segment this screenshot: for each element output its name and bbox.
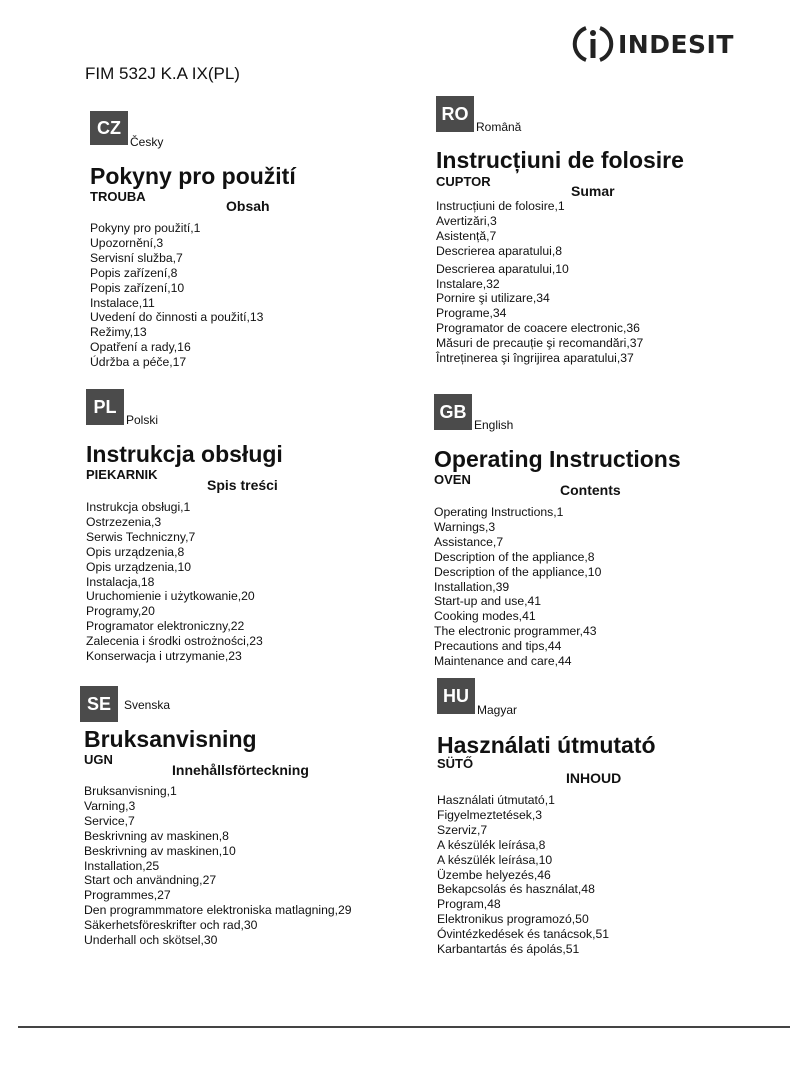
language-badge: HU: [437, 678, 475, 714]
list-item: Description of the appliance,8: [434, 549, 595, 564]
list-item: Instrucțiuni de folosire,1: [436, 199, 565, 213]
list-item: Varning,3: [84, 798, 136, 813]
list-item: Upozornění,3: [90, 235, 164, 250]
bottom-divider: [18, 1026, 790, 1028]
list-item: Instrukcja obsługi,1: [86, 500, 191, 514]
list-item: Popis zařízení,8: [90, 265, 178, 280]
section-title: Operating Instructions: [434, 446, 681, 472]
language-name: Česky: [130, 135, 164, 149]
language-name: Polski: [126, 413, 159, 427]
list-item: Bekapcsolás és használat,48: [437, 882, 595, 897]
language-name: Magyar: [477, 703, 518, 717]
list-item: Opis urządzenia,8: [86, 544, 185, 559]
list-item: Üzembe helyezés,46: [437, 867, 551, 882]
list-item: Instalace,11: [90, 295, 155, 310]
list-item: Installation,39: [434, 579, 510, 594]
toc-list: [437, 793, 609, 957]
list-item: Servisní služba,7: [90, 250, 183, 265]
list-item: Szerviz,7: [437, 822, 488, 837]
list-item: Programmes,27: [84, 888, 171, 903]
toc-label: Spis treści: [207, 477, 278, 493]
list-item: Precautions and tips,44: [434, 639, 562, 654]
list-item: Karbantartás és ápolás,51: [437, 942, 580, 957]
list-item: Start-up and use,41: [434, 594, 542, 609]
toc-label: INHOUD: [566, 770, 622, 786]
list-item: A készülék leírása,10: [437, 852, 553, 867]
language-badge: SE: [80, 686, 118, 722]
section-title: Instrucțiuni de folosire: [436, 147, 684, 173]
list-item: Maintenance and care,44: [434, 654, 572, 669]
list-item: A készülék leírása,8: [437, 837, 546, 852]
section-cz: [90, 111, 410, 371]
toc-list: [436, 199, 643, 366]
section-title: Használati útmutató: [437, 732, 656, 758]
list-item: Uruchomienie i użytkowanie,20: [86, 589, 255, 604]
language-badge: CZ: [90, 111, 128, 145]
list-item: Start och användning,27: [84, 873, 217, 888]
list-item: Assistance,7: [434, 534, 504, 549]
list-item: Întreținerea şi îngrijirea aparatului,37: [436, 351, 634, 366]
list-item: Instalacja,18: [86, 574, 155, 589]
list-item: Údržba a péče,17: [90, 355, 187, 370]
list-item: Režimy,13: [90, 325, 147, 340]
list-item: Underhall och skötsel,30: [84, 933, 218, 948]
list-item: Avertizări,3: [436, 213, 497, 228]
section-ro: [436, 96, 776, 371]
list-item: Használati útmutató,1: [437, 793, 555, 807]
toc-label: Obsah: [226, 198, 270, 214]
language-name: Română: [476, 120, 522, 134]
list-item: Programy,20: [86, 604, 155, 619]
toc-list: [434, 505, 601, 669]
list-item: Figyelmeztetések,3: [437, 807, 542, 822]
list-item: Serwis Techniczny,7: [86, 529, 196, 544]
section-title: Bruksanvisning: [84, 726, 257, 752]
list-item: Den programmmatore elektroniska matlagning,29: [84, 903, 352, 918]
toc-list: [84, 784, 352, 948]
list-item: Service,7: [84, 813, 135, 828]
list-item: Program,48: [437, 897, 501, 912]
section-se: [80, 686, 400, 956]
list-item: The electronic programmer,43: [434, 624, 597, 639]
list-item: Programator de coacere electronic,36: [436, 321, 640, 336]
list-item: Description of the appliance,10: [434, 564, 602, 579]
list-item: Programe,34: [436, 306, 507, 321]
list-item: Descrierea aparatului,8: [436, 243, 563, 258]
section-subtitle: OVEN: [434, 472, 471, 487]
brand-name: INDESIT: [618, 29, 734, 59]
list-item: Konserwacja i utrzymanie,23: [86, 649, 242, 664]
list-item: Ostrzezenia,3: [86, 514, 162, 529]
section-title: Instrukcja obsługi: [86, 441, 283, 467]
toc-list: [86, 500, 263, 664]
list-item: Pornire şi utilizare,34: [436, 291, 550, 306]
language-badge: GB: [434, 394, 472, 430]
indesit-logo-icon: [572, 24, 614, 64]
list-item: Beskrivning av maskinen,10: [84, 843, 236, 858]
language-badge: RO: [436, 96, 474, 132]
list-item: Opis urządzenia,10: [86, 559, 192, 574]
section-subtitle: PIEKARNIK: [86, 467, 158, 482]
toc-label: Sumar: [571, 183, 615, 199]
list-item: Popis zařízení,10: [90, 280, 185, 295]
list-item: Asistență,7: [436, 228, 497, 243]
toc-list: [90, 221, 263, 370]
section-pl: [86, 389, 406, 669]
list-item: Măsuri de precauție şi recomandări,37: [436, 336, 644, 351]
list-item: Warnings,3: [434, 519, 496, 534]
list-item: Descrierea aparatului,10: [436, 261, 569, 276]
list-item: Säkerhetsföreskrifter och rad,30: [84, 918, 258, 933]
section-subtitle: CUPTOR: [436, 174, 491, 189]
toc-label: Contents: [560, 482, 621, 498]
list-item: Beskrivning av maskinen,8: [84, 828, 229, 843]
list-item: Installation,25: [84, 858, 160, 873]
model-number: FIM 532J K.A IX(PL): [85, 64, 240, 83]
brand-logo: [572, 24, 734, 64]
section-subtitle: UGN: [84, 752, 113, 767]
list-item: Cooking modes,41: [434, 609, 536, 624]
section-subtitle: SÜTŐ: [437, 756, 474, 771]
language-name: Svenska: [124, 698, 171, 712]
list-item: Pokyny pro použití,1: [90, 221, 201, 235]
list-item: Instalare,32: [436, 276, 500, 291]
list-item: Uvedení do činnosti a použití,13: [90, 310, 264, 325]
list-item: Elektronikus programozó,50: [437, 912, 589, 927]
section-subtitle: TROUBA: [90, 189, 146, 204]
language-name: English: [474, 418, 514, 432]
list-item: Óvintézkedések és tanácsok,51: [437, 927, 610, 942]
section-hu: [437, 678, 777, 958]
section-gb: [434, 394, 774, 674]
section-title: Pokyny pro použití: [90, 163, 296, 189]
list-item: Programator elektroniczny,22: [86, 619, 245, 634]
list-item: Bruksanvisning,1: [84, 784, 177, 798]
list-item: Zalecenia i środki ostrożności,23: [86, 634, 263, 649]
language-badge: PL: [86, 389, 124, 425]
list-item: Operating Instructions,1: [434, 505, 564, 519]
list-item: Opatření a rady,16: [90, 340, 191, 355]
toc-label: Innehållsförteckning: [172, 762, 309, 778]
